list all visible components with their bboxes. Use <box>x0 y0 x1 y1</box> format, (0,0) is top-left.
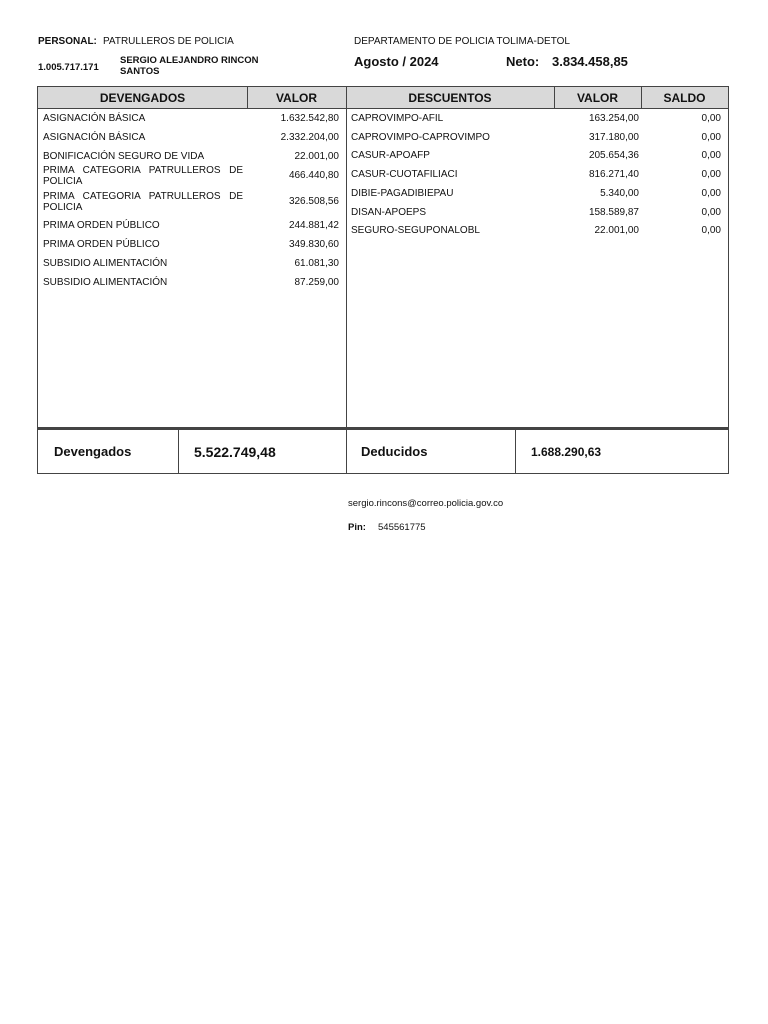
pin-value: 545561775 <box>378 522 426 533</box>
descuento-concept: DIBIE-PAGADIBIEPAU <box>351 187 454 199</box>
devengado-concept <box>43 113 243 124</box>
descuento-saldo: 0,00 <box>701 169 721 181</box>
header-devengados-valor: VALOR <box>247 87 346 109</box>
devengado-value: 61.081,30 <box>294 258 339 269</box>
devengado-value: 22.001,00 <box>294 151 339 162</box>
header-saldo: SALDO <box>641 87 728 109</box>
devengado-value: 326.508,56 <box>288 196 339 207</box>
descuento-value: 205.654,36 <box>588 150 639 162</box>
email: sergio.rincons@correo.policia.gov.co <box>348 498 504 509</box>
descuento-concept: DISAN-APOEPS <box>351 206 427 218</box>
devengado-concept-line: PRIMA ORDEN PÚBLICO <box>43 239 160 250</box>
devengados-total-label: Devengados <box>54 444 132 459</box>
devengado-concept <box>43 191 243 213</box>
devengado-concept <box>43 220 243 231</box>
devengado-concept-line: ASIGNACIÓN BÁSICA <box>43 113 146 124</box>
descuento-saldo: 0,00 <box>701 131 721 143</box>
department-name: DEPARTAMENTO DE POLICIA TOLIMA-DETOL <box>354 36 570 47</box>
devengado-value: 87.259,00 <box>294 277 339 288</box>
descuento-value: 158.589,87 <box>588 206 639 218</box>
devengado-concept <box>43 277 243 288</box>
descuento-saldo: 0,00 <box>701 113 721 124</box>
divider <box>641 87 642 109</box>
devengado-concept <box>43 239 243 250</box>
descuento-concept: CAPROVIMPO-AFIL <box>351 113 444 124</box>
devengado-concept <box>43 165 243 187</box>
deducidos-total-value: 1.688.290,63 <box>531 444 602 459</box>
descuento-concept: CAPROVIMPO-CAPROVIMPO <box>351 131 490 143</box>
divider <box>247 87 248 109</box>
employee-name-line2: SANTOS <box>120 66 160 77</box>
descuento-concept: CASUR-CUOTAFILIACI <box>351 169 458 181</box>
header-devengados: DEVENGADOS <box>38 87 247 109</box>
descuento-saldo: 0,00 <box>701 187 721 199</box>
devengado-concept <box>43 151 243 162</box>
descuento-saldo: 0,00 <box>701 206 721 218</box>
personal-value: PATRULLEROS DE POLICIA <box>103 36 234 47</box>
devengado-concept-line: PRIMA ORDEN PÚBLICO <box>43 220 160 231</box>
descuento-saldo: 0,00 <box>701 150 721 162</box>
descuento-concept: SEGURO-SEGUPONALOBL <box>351 225 480 237</box>
devengados-total-value: 5.522.749,48 <box>194 443 276 460</box>
devengado-value: 466.440,80 <box>288 170 339 181</box>
devengado-concept-line: POLICIA <box>43 176 83 187</box>
devengado-value: 2.332.204,00 <box>280 132 339 143</box>
devengado-value: 244.881,42 <box>288 220 339 231</box>
devengado-concept <box>43 258 243 269</box>
period: Agosto / 2024 <box>354 54 439 69</box>
descuento-value: 816.271,40 <box>588 169 639 181</box>
devengado-concept-line: POLICIA <box>43 202 83 213</box>
header-descuentos-valor: VALOR <box>554 87 641 109</box>
descuento-value: 317.180,00 <box>588 131 639 143</box>
pin-label: Pin: <box>348 522 366 533</box>
employee-name <box>120 55 258 77</box>
divider <box>554 87 555 109</box>
id-number: 1.005.717.171 <box>38 62 99 73</box>
deducidos-total-label: Deducidos <box>361 444 428 459</box>
devengado-concept-line: BONIFICACIÓN SEGURO DE VIDA <box>43 151 205 162</box>
devengado-value: 349.830,60 <box>288 239 339 250</box>
neto-value: 3.834.458,85 <box>552 54 628 69</box>
devengado-concept-line: ASIGNACIÓN BÁSICA <box>43 132 146 143</box>
devengado-concept <box>43 132 243 143</box>
devengado-concept-line: SUBSIDIO ALIMENTACIÓN <box>43 277 168 288</box>
descuento-value: 5.340,00 <box>600 187 639 199</box>
employee-name-line1: SERGIO ALEJANDRO RINCON <box>120 55 259 66</box>
descuento-saldo: 0,00 <box>701 225 721 237</box>
devengado-concept-line: PRIMA CATEGORIA PATRULLEROS DE <box>43 191 243 202</box>
header-descuentos: DESCUENTOS <box>346 87 554 109</box>
totals-box <box>37 428 729 474</box>
personal-label: PERSONAL: <box>38 36 97 47</box>
descuento-value: 22.001,00 <box>594 225 639 237</box>
descuento-value: 163.254,00 <box>588 113 639 124</box>
devengado-value: 1.632.542,80 <box>280 113 339 124</box>
descuento-concept: CASUR-APOAFP <box>351 150 430 162</box>
neto-label: Neto: <box>506 54 540 69</box>
devengado-concept-line: PRIMA CATEGORIA PATRULLEROS DE <box>43 165 243 176</box>
divider <box>346 87 347 427</box>
devengado-concept-line: SUBSIDIO ALIMENTACIÓN <box>43 258 168 269</box>
payroll-table <box>37 86 729 428</box>
